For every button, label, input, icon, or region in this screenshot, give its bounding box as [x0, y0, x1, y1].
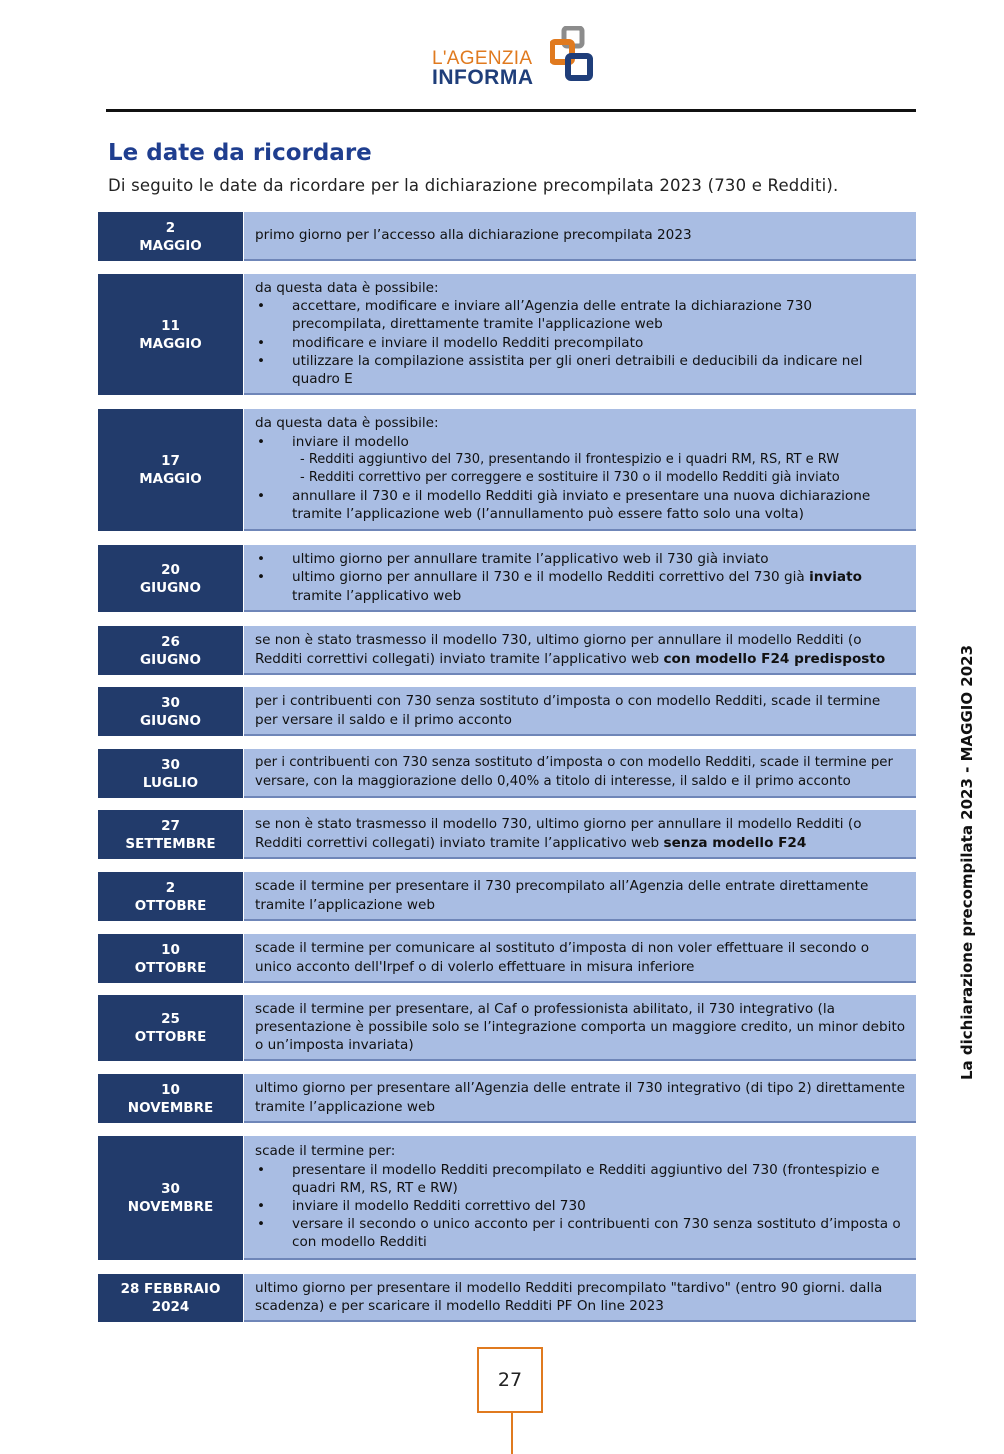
- table-row: [98, 409, 916, 531]
- date-day: 26: [161, 633, 180, 650]
- bullet-text: [292, 568, 906, 604]
- date-month: GIUGNO: [140, 712, 201, 729]
- date-day: 30: [161, 1181, 180, 1197]
- date-month: OTTOBRE: [134, 897, 207, 914]
- date-month: MAGGIO: [139, 471, 202, 487]
- description-cell: [244, 409, 916, 531]
- date-cell: [98, 545, 244, 612]
- date-cell: [98, 1136, 244, 1260]
- table-row: [98, 687, 916, 736]
- bullet-text: versare il secondo o unico acconto per i contribuenti con 730 senza sostituto d’imposta o con modello Redditi: [292, 1216, 901, 1251]
- bullet-item: • utilizzare la compilazione assistita per gli oneri detraibili e deducibili da indicare nel quadro E: [255, 352, 906, 388]
- date-day: 30: [161, 694, 180, 711]
- date-day: 2: [165, 879, 176, 896]
- description-cell: [244, 934, 916, 983]
- description-cell: [244, 545, 916, 612]
- table-row: [98, 810, 916, 859]
- date-day: 10: [161, 941, 180, 958]
- description-cell: [244, 1074, 916, 1123]
- date-cell: [98, 810, 244, 859]
- bullet-item: • versare il secondo o unico acconto per i contribuenti con 730 senza sostituto d’imposta o con modello Redditi: [255, 1215, 906, 1251]
- table-row: [98, 1274, 916, 1322]
- bullet-text-part: tramite l’applicativo web: [292, 587, 462, 604]
- date-month: NOVEMBRE: [127, 1199, 214, 1215]
- date-day: 28 FEBBRAIO: [120, 1281, 221, 1297]
- table-row: [98, 934, 916, 983]
- description-intro: da questa data è possibile:: [255, 279, 439, 296]
- description-text-part: se non è stato trasmesso il modello 730, ultimo giorno per annullare il modello Redditi (o Redditi correttivi collegati) inviato tramite l’applicativo web: [255, 632, 862, 667]
- table-row: [98, 1136, 916, 1260]
- date-cell: [98, 1274, 244, 1322]
- table-row: [98, 545, 916, 612]
- date-month: OTTOBRE: [134, 959, 207, 976]
- sub-item: - Redditi aggiuntivo del 730, presentando il frontespizio e i quadri RM, RS, RT e RW: [300, 451, 840, 467]
- bullet-text: inviare il modello: [292, 433, 409, 450]
- description-cell: [244, 995, 916, 1061]
- date-day: 11: [161, 317, 180, 334]
- date-year: 2024: [151, 1299, 190, 1315]
- date-day: 25: [161, 1011, 180, 1027]
- agenzia-informa-logo: [430, 26, 600, 92]
- date-month: SETTEMBRE: [125, 835, 216, 852]
- bullet-text: presentare il modello Redditi precompilato e Redditi aggiuntivo del 730 (frontespizio e quadri RM, RS, RT e RW): [292, 1161, 880, 1196]
- table-row: [98, 995, 916, 1061]
- date-cell: [98, 274, 244, 395]
- description-cell: [244, 626, 916, 675]
- date-day: 2: [165, 219, 176, 236]
- table-row: [98, 872, 916, 921]
- date-cell: [98, 409, 244, 531]
- table-row: [98, 212, 916, 261]
- bullet-item: • accettare, modificare e inviare all’Agenzia delle entrate la dichiarazione 730 precompilata, direttamente tramite l'applicazione web: [255, 297, 906, 333]
- description-cell: [244, 872, 916, 921]
- date-cell: [98, 212, 244, 261]
- page-title: Le date da ricordare: [108, 140, 372, 166]
- description-text: ultimo giorno per presentare il modello Redditi precompilato "tardivo" (entro 90 giorni. dalla scadenza) e per scaricare il modello Redditi PF On line 2023: [255, 1279, 883, 1314]
- date-day: 10: [161, 1081, 180, 1098]
- description-text: [255, 815, 906, 851]
- logo-line2: INFORMA: [432, 66, 534, 89]
- date-cell: [98, 872, 244, 921]
- description-text: scade il termine per comunicare al sostituto d’imposta di non voler effettuare il secondo o unico acconto dell'Irpef o di volerlo effettuare in misura inferiore: [255, 940, 870, 975]
- description-intro: da questa data è possibile:: [255, 415, 439, 432]
- description-cell: [244, 687, 916, 736]
- page-subtitle: Di seguito le date da ricordare per la dichiarazione precompilata 2023 (730 e Redditi).: [108, 176, 839, 195]
- side-running-title: La dichiarazione precompilata 2023 - MAGGIO 2023: [958, 644, 976, 1080]
- bullet-item: • inviare il modello Redditi correttivo del 730: [255, 1197, 906, 1215]
- bullet-item: • annullare il 730 e il modello Redditi già inviato e presentare una nuova dichiarazione tramite l’applicazione web (l’annullamento può essere fatto solo una volta): [255, 487, 906, 523]
- bullet-text: accettare, modificare e inviare all’Agenzia delle entrate la dichiarazione 730 precompilata, direttamente tramite l'applicazione web: [292, 298, 813, 333]
- sub-item: - Redditi correttivo per correggere e sostituire il 730 o il modello Redditi già inviato: [300, 470, 840, 485]
- description-text: ultimo giorno per presentare all’Agenzia delle entrate il 730 integrativo (di tipo 2) direttamente tramite l’applicazione web: [255, 1080, 905, 1115]
- table-row: [98, 626, 916, 675]
- date-month: OTTOBRE: [134, 1029, 207, 1045]
- date-month: MAGGIO: [139, 335, 202, 352]
- bullet-item: • modificare e inviare il modello Redditi precompilato: [255, 334, 906, 352]
- date-month: GIUGNO: [140, 579, 201, 596]
- date-cell: [98, 687, 244, 736]
- date-cell: [98, 934, 244, 983]
- bullet-text-part: ultimo giorno per annullare il 730 e il modello Redditi correttivo del 730 già: [292, 569, 810, 586]
- description-text: scade il termine per presentare, al Caf o professionista abilitato, il 730 integrativo (la presentazione è possibile solo se l’integrazione comporta un maggiore credito, un minor debito o un’imposta invariata): [255, 1000, 906, 1054]
- bullet-text-bold: inviato: [809, 569, 862, 586]
- bullet-text: modificare e inviare il modello Redditi precompilato: [292, 334, 644, 351]
- table-row: [98, 1074, 916, 1123]
- date-month: GIUGNO: [140, 651, 201, 668]
- page-number-line: [511, 1413, 513, 1454]
- date-day: 30: [161, 756, 180, 773]
- bullet-item: • ultimo giorno per annullare tramite l’applicativo web il 730 già inviato: [255, 550, 906, 568]
- date-day: 27: [161, 817, 180, 834]
- date-cell: [98, 995, 244, 1061]
- table-row: [98, 749, 916, 798]
- description-intro: scade il termine per:: [255, 1143, 396, 1160]
- table-row: [98, 274, 916, 395]
- description-text: per i contribuenti con 730 senza sostituto d’imposta o con modello Redditi, scade il termine per versare il saldo e il primo acconto: [255, 693, 881, 728]
- description-cell: [244, 749, 916, 798]
- date-month: NOVEMBRE: [127, 1099, 214, 1116]
- description-cell: [244, 1274, 916, 1322]
- bullet-item: • ultimo giorno per annullare il 730 e il modello Redditi correttivo del 730 già inviato tramite l’applicativo web: [255, 568, 906, 604]
- description-text: scade il termine per presentare il 730 precompilato all’Agenzia delle entrate direttamente tramite l’applicazione web: [255, 878, 869, 913]
- linked-squares-logo-icon: [550, 26, 598, 86]
- bullet-text: ultimo giorno per annullare tramite l’applicativo web il 730 già inviato: [292, 551, 769, 568]
- logo-line1: L'AGENZIA: [432, 48, 533, 69]
- description-text: primo giorno per l’accesso alla dichiarazione precompilata 2023: [255, 227, 692, 244]
- description-text-bold: senza modello F24: [663, 834, 807, 851]
- page-number: 27: [477, 1347, 543, 1413]
- bullet-text: utilizzare la compilazione assistita per gli oneri detraibili e deducibili da indicare nel quadro E: [292, 352, 863, 387]
- description-cell: [244, 810, 916, 859]
- description-text-bold: con modello F24 predisposto: [663, 650, 886, 667]
- header-divider: [106, 109, 916, 112]
- description-text-part: se non è stato trasmesso il modello 730, ultimo giorno per annullare il modello Redditi (o Redditi correttivi collegati) inviato tramite l’applicativo web: [255, 816, 862, 851]
- description-cell: [244, 1136, 916, 1260]
- bullet-item: • inviare il modello: [255, 433, 906, 451]
- date-month: LUGLIO: [142, 774, 199, 791]
- bullet-item: • presentare il modello Redditi precompilato e Redditi aggiuntivo del 730 (frontespizio e quadri RM, RS, RT e RW): [255, 1161, 906, 1197]
- description-cell: [244, 274, 916, 395]
- description-text: per i contribuenti con 730 senza sostituto d’imposta o con modello Redditi, scade il termine per versare, con la maggiorazione dello 0,40% a titolo di interesse, il saldo e il primo acconto: [255, 755, 893, 789]
- date-cell: [98, 1074, 244, 1123]
- date-cell: [98, 626, 244, 675]
- date-day: 17: [161, 453, 180, 469]
- bullet-text: inviare il modello Redditi correttivo del 730: [292, 1198, 586, 1214]
- date-cell: [98, 749, 244, 798]
- description-text: [255, 631, 906, 667]
- bullet-text: annullare il 730 e il modello Redditi già inviato e presentare una nuova dichiarazione tramite l’applicazione web (l’annullamento può essere fatto solo una volta): [292, 488, 871, 523]
- date-day: 20: [161, 561, 180, 578]
- description-cell: [244, 212, 916, 261]
- date-month: MAGGIO: [139, 237, 202, 254]
